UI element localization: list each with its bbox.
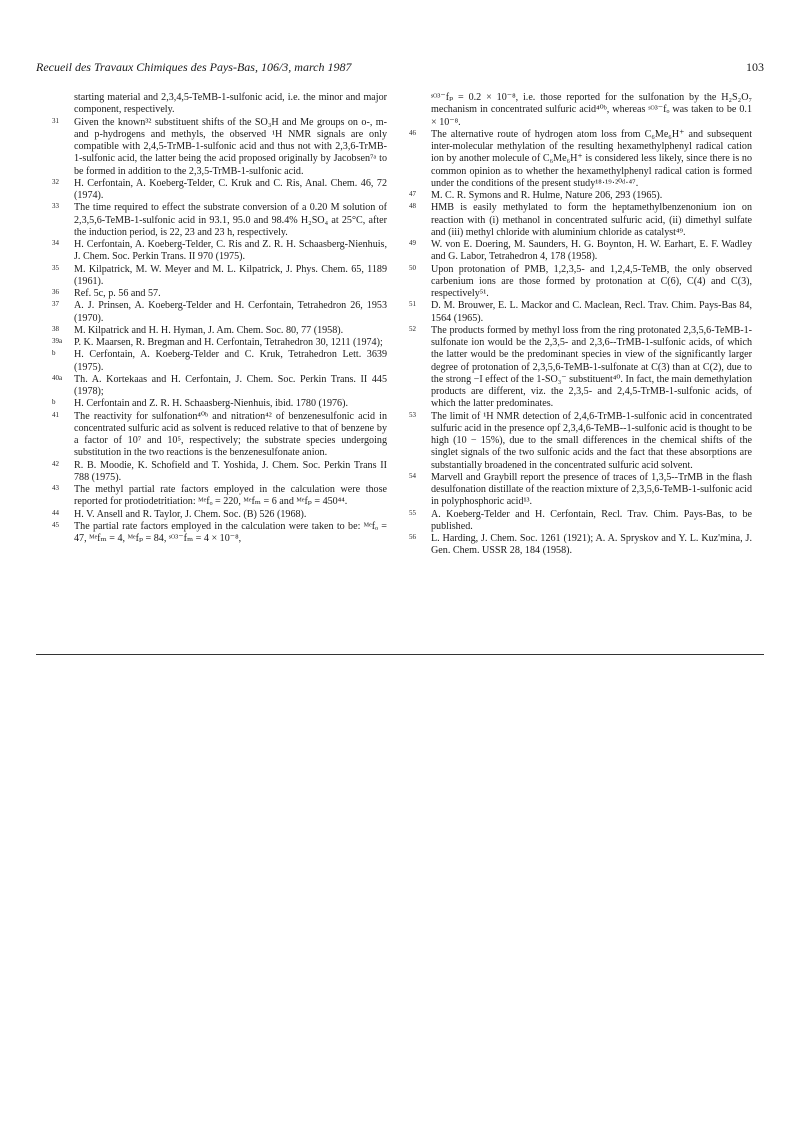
footnote bbox=[52, 509, 387, 521]
journal-title: Recueil des Travaux Chimiques des Pays-Bas, 106/3, march 1987 bbox=[36, 60, 352, 74]
footnote-number: 54 bbox=[409, 471, 416, 480]
footnote bbox=[409, 509, 752, 534]
footnote-number: 34 bbox=[52, 239, 59, 247]
footnote-number: 44 bbox=[52, 508, 59, 517]
footnote-text: Marvell and Graybill report the presence of traces of 1,3,5--TrMB in the flash desulfonation distillate of the reaction mixture of 2,3,5,6-TeMB-1-sulfonic acid in polyphosphoric acid¹³. bbox=[431, 471, 752, 508]
footnote bbox=[52, 398, 387, 410]
footnote-number: 45 bbox=[52, 520, 59, 529]
footnote-number: 38 bbox=[52, 324, 59, 333]
footnote-number: 37 bbox=[52, 300, 59, 309]
footnote-number: 39a bbox=[52, 337, 63, 345]
footnote-text: R. B. Moodie, K. Schofield and T. Yoshida, J. Chem. Soc. Perkin Trans II 788 (1975). bbox=[74, 459, 387, 483]
footnote-text: Th. A. Kortekaas and H. Cerfontain, J. Chem. Soc. Perkin Trans. II 445 (1978); bbox=[74, 373, 387, 397]
footnote-number: 48 bbox=[409, 202, 416, 211]
footnote bbox=[409, 190, 752, 202]
footnote bbox=[52, 521, 387, 546]
footnote-text: The reactivity for sulfonation⁴⁰ᵇ and nitration⁴² of benzenesulfonic acid in concentrated sulfuric acid as solvent is reduced relative to that of benzene by a factor of 10⁷ and 10⁵, respectively; the substrate species undergoing substitution in the two reactions is the benzenesulfonate anion. bbox=[74, 410, 387, 459]
footnote-text: M. Kilpatrick, M. W. Meyer and M. L. Kilpatrick, J. Phys. Chem. 65, 1189 (1961). bbox=[74, 263, 387, 287]
footnote-text: H. Cerfontain and Z. R. H. Schaasberg-Nienhuis, ibid. 1780 (1976). bbox=[74, 398, 348, 410]
footnote-number: 40a bbox=[52, 373, 63, 382]
footnote bbox=[409, 202, 752, 239]
footnote-text: HMB is easily methylated to form the heptamethylbenzenonium ion on reaction with (i) methanol in concentrated sulfuric acid, (ii) dimethyl sulfate and (iii) methyl chloride with aluminium chloride as catalyst⁴⁹. bbox=[431, 202, 752, 238]
footnote bbox=[52, 117, 387, 178]
footnote bbox=[52, 288, 387, 300]
footnote bbox=[409, 92, 752, 129]
footnote bbox=[52, 411, 387, 460]
page-number: 103 bbox=[746, 60, 764, 74]
footnote bbox=[52, 349, 387, 374]
footnote-text: The alternative route of hydrogen atom loss from C₆Me₆H⁺ and subsequent inter-molecular methylation of the resulting hexamethylphenyl radical cation ion by another molecule of C₆Me₆H⁺ is considered less likely, since there is no common opinion as to whether the hexamethylphenyl radical cation is formed under the conditions of the present study¹⁸·¹⁹·²⁰ᵈ·⁴⁷. bbox=[431, 128, 752, 189]
footnote bbox=[52, 92, 387, 117]
footnote bbox=[409, 264, 752, 301]
footnote bbox=[52, 325, 387, 337]
footnote-text: W. von E. Doering, M. Saunders, H. G. Boynton, H. W. Earhart, E. F. Wadley and G. Labor, Tetrahedron 4, 178 (1958). bbox=[431, 239, 752, 263]
footnote-number: 42 bbox=[52, 459, 59, 468]
footnote-text: H. V. Ansell and R. Taylor, J. Chem. Soc. (B) 526 (1968). bbox=[74, 508, 307, 520]
footnote bbox=[52, 337, 387, 349]
footnote bbox=[52, 264, 387, 289]
footnotes-left-column bbox=[52, 92, 387, 545]
footnote-text: The partial rate factors employed in the calculation were taken to be: ᴹᵉfₒ = 47, ᴹᵉfₘ = 4, ᴹᵉfₚ = 84, ˢᴼ³⁻fₘ = 4 × 10⁻⁸, bbox=[74, 520, 387, 544]
footnote-number: 49 bbox=[409, 239, 416, 247]
footnote bbox=[409, 325, 752, 411]
footnote bbox=[52, 374, 387, 399]
footnote-number: 33 bbox=[52, 202, 59, 211]
footnote-number: 51 bbox=[409, 300, 416, 309]
footnote-number: 52 bbox=[409, 324, 416, 333]
footnote-number: 41 bbox=[52, 410, 59, 419]
footnote-text: starting material and 2,3,4,5-TeMB-1-sulfonic acid, i.e. the minor and major component, respectively. bbox=[74, 92, 387, 116]
footnote-text: H. Cerfontain, A. Koeberg-Telder, C. Ris and Z. R. H. Schaasberg-Nienhuis, J. Chem. Soc. Perkin Trans. II 970 (1975). bbox=[74, 239, 387, 263]
footnote-text: Ref. 5c, p. 56 and 57. bbox=[74, 288, 161, 299]
footnote-number: 50 bbox=[409, 263, 416, 272]
footnote-text: Given the known³² substituent shifts of the SO₃H and Me groups on o-, m- and p-hydrogens and methyls, the observed ¹H NMR signals are only compatible with 2,4,5-TrMB-1-sulfonic acid and thus not with 2,3,6-TrMB-1-sulfonic acid, the latter being the acid proposed originally by Jacobsen⁷ᵃ to be formed in addition to the 2,3,5-TrMB-1-sulfonic acid. bbox=[74, 116, 387, 177]
footnote-number: 46 bbox=[409, 128, 416, 137]
footnote-number: 53 bbox=[409, 410, 416, 419]
footnote-number: 47 bbox=[409, 190, 416, 198]
footnote-text: D. M. Brouwer, E. L. Mackor and C. Maclean, Recl. Trav. Chim. Pays-Bas 84, 1564 (1965). bbox=[431, 300, 752, 324]
footnote-text: M. C. R. Symons and R. Hulme, Nature 206, 293 (1965). bbox=[431, 190, 663, 201]
footnote-text: L. Harding, J. Chem. Soc. 1261 (1921); A. A. Spryskov and Y. L. Kuz'mina, J. Gen. Chem. USSR 28, 184 (1958). bbox=[431, 533, 752, 557]
footnote bbox=[409, 239, 752, 264]
footnote bbox=[409, 472, 752, 509]
footnote-text: Upon protonation of PMB, 1,2,3,5- and 1,2,4,5-TeMB, the only observed carbenium ions are those formed by protonation at C(6), C(4) and C(3), respectively⁵¹. bbox=[431, 263, 752, 299]
footnote bbox=[52, 239, 387, 264]
bottom-rule bbox=[36, 654, 764, 655]
footnote-number: 55 bbox=[409, 508, 416, 517]
footnote-number: 56 bbox=[409, 533, 416, 541]
footnote-text: A. Koeberg-Telder and H. Cerfontain, Recl. Trav. Chim. Pays-Bas, to be published. bbox=[431, 508, 752, 532]
footnote-text: The time required to effect the substrate conversion of a 0.20 M solution of 2,3,5,6-TeMB-1-sulfonic acid in 93.1, 95.0 and 98.4% H₂SO₄ at 25°C, after the induction period, is 22, 23 and 23 h, respectively. bbox=[74, 202, 387, 238]
footnote-number: 32 bbox=[52, 177, 59, 186]
footnote-number: 35 bbox=[52, 263, 59, 272]
footnote-text: A. J. Prinsen, A. Koeberg-Telder and H. Cerfontain, Tetrahedron 26, 1953 (1970). bbox=[74, 300, 387, 324]
footnote bbox=[409, 533, 752, 558]
footnote-number: b bbox=[52, 349, 56, 358]
footnote bbox=[52, 460, 387, 485]
footnote bbox=[409, 411, 752, 472]
footnote bbox=[52, 300, 387, 325]
page-header bbox=[36, 60, 764, 76]
footnote-number: 31 bbox=[52, 116, 59, 125]
footnote bbox=[409, 300, 752, 325]
footnotes-right-column bbox=[409, 92, 752, 558]
footnote-number: b bbox=[52, 398, 56, 407]
footnote-text: The limit of ¹H NMR detection of 2,4,6-TrMB-1-sulfonic acid in concentrated sulfuric acid in the presence opf 2,3,4,6-TeMB--1-sulfonic acid is thought to be high (10 − 15%), due to the small differences in the chemical shifts of the singlet signals of the two sulfonic acids and the fact that these absorptions are substantially broadened in the concentrated sulfuric acid solvent. bbox=[431, 410, 752, 471]
footnote-text: The products formed by methyl loss from the ring protonated 2,3,5,6-TeMB-1-sulfonate ion would be the 2,3,5- and 2,3,6--TrMB-1-sulfonic acids, of which the latter would be the predominant species in view of the significantly larger degree of protonation of 2,3,5,6-TeMB-1-sulfonate at C(3) than at C(2), due to the strong −I effect of the 1-SO₃⁻ substituent⁴⁰. In fact, the main demethylation products are different, viz. the 2,3,5- and 2,4,5-TrMB-1-sulfonic acids, of which the latter predominates. bbox=[431, 324, 752, 410]
footnote-text: H. Cerfontain, A. Koeberg-Telder, C. Kruk and C. Ris, Anal. Chem. 46, 72 (1974). bbox=[74, 177, 387, 201]
footnote bbox=[52, 178, 387, 203]
footnote-text: ˢᴼ³⁻fₚ = 0.2 × 10⁻⁸, i.e. those reported for the sulfonation by the H₂S₂O₇ mechanism in concentrated sulfuric acid⁴⁰ᵇ, whereas ˢᴼ³⁻fₒ was taken to be 0.1 × 10⁻⁸. bbox=[431, 92, 752, 128]
footnote-text: P. K. Maarsen, R. Bregman and H. Cerfontain, Tetrahedron 30, 1211 (1974); bbox=[74, 337, 383, 348]
footnote-text: H. Cerfontain, A. Koeberg-Telder and C. Kruk, Tetrahedron Lett. 3639 (1975). bbox=[74, 349, 387, 373]
footnote bbox=[409, 129, 752, 190]
footnote-text: The methyl partial rate factors employed in the calculation were those reported for protiodetritiation: ᴹᵉfₒ = 220, ᴹᵉfₘ = 6 and ᴹᵉfₚ = 450⁴⁴. bbox=[74, 484, 387, 508]
footnote bbox=[52, 202, 387, 239]
footnote-number: 43 bbox=[52, 484, 59, 492]
footnote bbox=[52, 484, 387, 509]
footnote-number: 36 bbox=[52, 288, 59, 296]
footnote-text: M. Kilpatrick and H. H. Hyman, J. Am. Chem. Soc. 80, 77 (1958). bbox=[74, 324, 344, 336]
